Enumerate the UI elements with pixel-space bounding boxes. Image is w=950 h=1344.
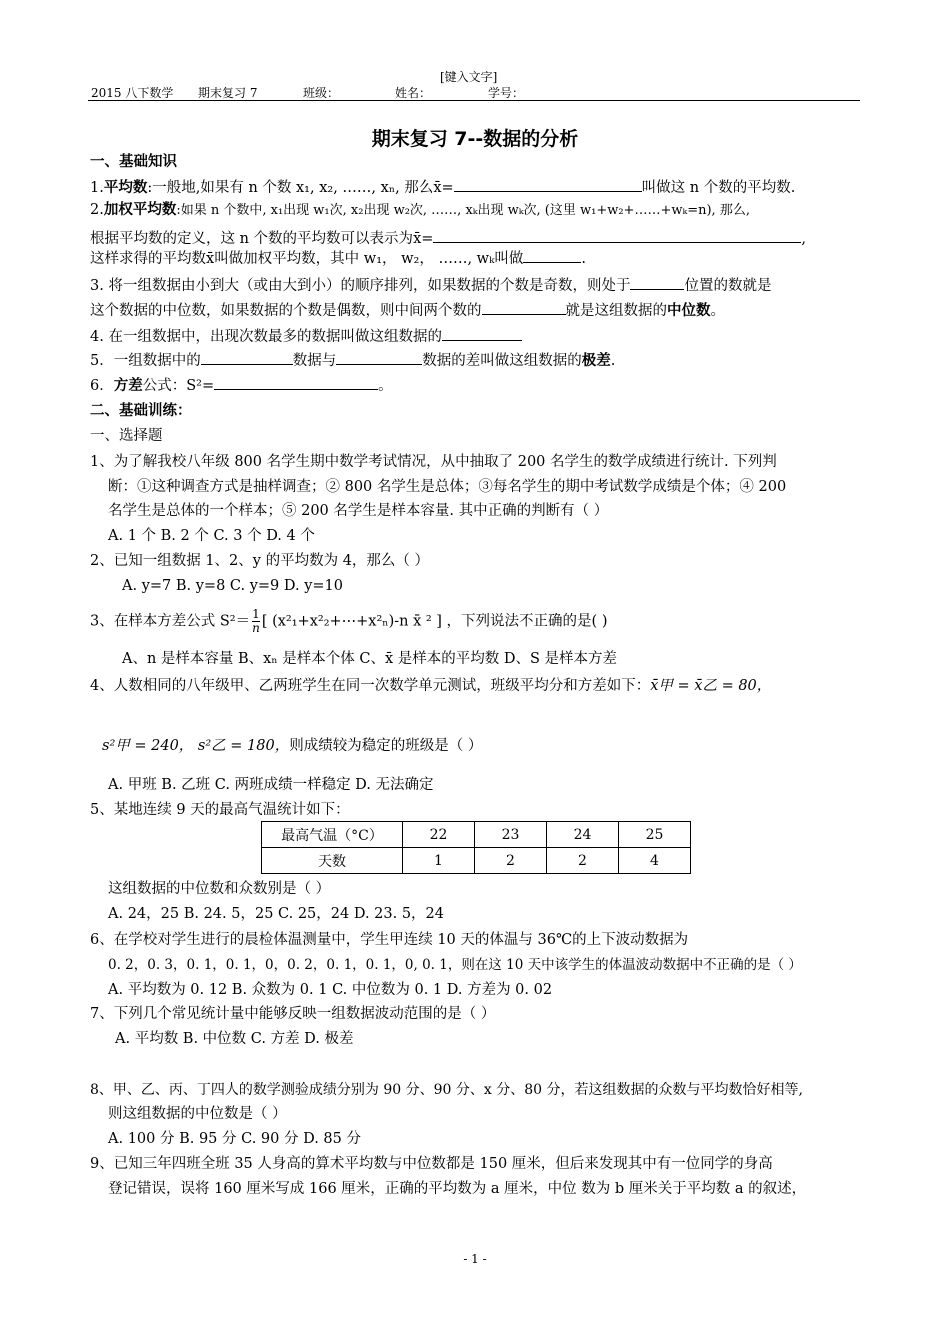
p1-line2: 断：①这种调查方式是抽样调查；② 800 名学生是总体；③每名学生的期中考试数学成绩是个体；④ 200 — [108, 479, 787, 495]
p2-line: 2、已知一组数据 1、2、y 的平均数为 4，那么（ ） — [90, 553, 430, 569]
p5-line: 5、某地连续 9 天的最高气温统计如下： — [90, 802, 350, 818]
table-row — [262, 848, 691, 874]
section1-heading: 一、基础知识 — [90, 154, 177, 170]
header-course: 2015 八下数学 — [91, 86, 174, 100]
table-header-cell: 最高气温（°C） — [262, 822, 403, 848]
p4-line2: s²甲 = 240， s²乙 = 180，则成绩较为稳定的班级是（ ） — [102, 738, 483, 754]
q1-line: 1.平均数:一般地,如果有 n 个数 x₁, x₂, ……, xₙ, 那么x̄= 叫做这 n 个数的平均数. — [90, 179, 796, 196]
q3-line1: 3. 将一组数据由小到大（或由大到小）的顺序排列，如果数据的个数是奇数，则处于 位置的数就是 — [90, 275, 860, 297]
header-name-label: 姓名： — [395, 86, 432, 100]
p9-line1: 9、已知三年四班全班 35 人身高的算术平均数与中位数都是 150 厘米，但后来发现其中有一位同学的身高 — [90, 1156, 773, 1172]
p4-options: A. 甲班 B. 乙班 C. 两班成绩一样稳定 D. 无法确定 — [108, 777, 434, 793]
q2-line1: 2.加权平均数:如果 n 个数中, x₁出现 w₁次, x₂出现 w₂次, ……, xₖ出现 wₖ次, (这里 w₁+w₂+……+wₖ=n), 那么, — [90, 201, 750, 218]
table-header-cell: 天数 — [262, 848, 403, 874]
q4-line: 4. 在一组数据中，出现次数最多的数据叫做这组数据的 — [90, 326, 860, 348]
section2-sub: 一、选择题 — [90, 428, 163, 444]
q3-line2: 这个数据的中位数，如果数据的个数是偶数，则中间两个数的 就是这组数据的中位数。 — [90, 302, 725, 319]
page-number: - 1 - — [463, 1252, 487, 1266]
p5-question: 这组数据的中位数和众数别是（ ） — [108, 881, 331, 897]
p8-line1: 8、甲、乙、丙、丁四人的数学测验成绩分别为 90 分、90 分、x 分、80 分，若这组数据的众数与平均数恰好相等, — [90, 1082, 803, 1098]
blank-q1[interactable] — [454, 177, 642, 192]
table-cell: 1 — [403, 848, 475, 874]
header-review: 期末复习 7 — [198, 86, 258, 100]
blank-q6-variance[interactable] — [214, 375, 378, 390]
p7-line: 7、下列几个常见统计量中能够反映一组数据波动范围的是（ ） — [90, 1006, 496, 1022]
header-id-label: 学号： — [488, 86, 525, 100]
section2-heading: 二、基础训练： — [90, 403, 192, 419]
blank-q3-position[interactable] — [630, 275, 684, 290]
p1-line3: 名学生是总体的一个样本；⑤ 200 名学生是样本容量. 其中正确的判断有（ ） — [108, 503, 609, 519]
p4-line1: 4、人数相同的八年级甲、乙两班学生在同一次数学单元测试，班级平均分和方差如下：x̄甲 = x̄乙 = 80， — [90, 678, 772, 694]
p8-line2: 则这组数据的中位数是（ ） — [108, 1106, 287, 1122]
p5-options: A. 24，25 B. 24. 5，25 C. 25，24 D. 23. 5，24 — [108, 906, 445, 922]
p1-line1: 1、为了解我校八年级 800 名学生期中数学考试情况，从中抽取了 200 名学生的数学成绩进行统计. 下列判 — [90, 454, 777, 470]
blank-q5-max[interactable] — [201, 350, 293, 365]
blank-q4-mode[interactable] — [442, 326, 522, 341]
p9-line2: 登记错误，误将 160 厘米写成 166 厘米，正确的平均数为 a 厘米，中位 数为 b 厘米关于平均数 a 的叙述， — [108, 1181, 807, 1197]
p3-fraction: $\frac{1}{n}$ — [252, 607, 260, 635]
blank-q3-middle[interactable] — [482, 300, 566, 315]
q5-line: 5．一组数据中的 数据与 数据的差叫做这组数据的极差. — [90, 352, 616, 369]
p3-line: 3、在样本方差公式 S²＝ $\frac{1}{n}$ [ (x²₁+x²₂+⋯+x²ₙ)-n x̄ ² ] ，下列说法不正确的是( ) — [90, 607, 608, 635]
p6-line2: 0. 2，0. 3，0. 1，0. 1，0，0. 2，0. 1，0. 1，0, 0. 1，则在这 10 天中该学生的体温波动数据中不正确的是（ ） — [108, 957, 802, 973]
table-cell: 25 — [619, 822, 691, 848]
blank-q2-formula[interactable] — [433, 228, 801, 243]
p6-options: A. 平均数为 0. 12 B. 众数为 0. 1 C. 中位数为 0. 1 D. 方差为 0. 02 — [108, 982, 553, 998]
q6-line: 6．方差公式：S²= 。 — [90, 377, 393, 394]
table-cell: 2 — [547, 848, 619, 874]
temperature-table — [261, 821, 691, 874]
p2-options: A. y=7 B. y=8 C. y=9 D. y=10 — [122, 578, 344, 594]
p8-options: A. 100 分 B. 95 分 C. 90 分 D. 85 分 — [108, 1131, 361, 1147]
header-class-label: 班级： — [303, 86, 340, 100]
table-cell: 24 — [547, 822, 619, 848]
q2-line3: 这样求得的平均数x̄叫做加权平均数，其中 w₁， w₂， ……, wₖ叫做 . — [90, 248, 860, 270]
p3-options: A、n 是样本容量 B、xₙ 是样本个体 C、x̄ 是样本的平均数 D、S 是样本方差 — [122, 651, 618, 667]
p6-line1: 6、在学校对学生进行的晨检体温测量中，学生甲连续 10 天的体温与 36℃的上下波动数据为 — [90, 932, 689, 948]
q2-line2: 根据平均数的定义，这 n 个数的平均数可以表示为x̄= , — [90, 228, 860, 250]
header-rule — [88, 100, 860, 101]
p1-options: A. 1 个 B. 2 个 C. 3 个 D. 4 个 — [108, 528, 315, 544]
table-row — [262, 822, 691, 848]
p7-options: A. 平均数 B. 中位数 C. 方差 D. 极差 — [115, 1031, 354, 1047]
table-cell: 22 — [403, 822, 475, 848]
blank-q2-weight[interactable] — [523, 248, 581, 263]
table-cell: 4 — [619, 848, 691, 874]
header-placeholder: [键入文字] — [440, 70, 498, 84]
table-cell: 23 — [475, 822, 547, 848]
blank-q5-min[interactable] — [336, 350, 422, 365]
table-cell: 2 — [475, 848, 547, 874]
page-title: 期末复习 7--数据的分析 — [371, 128, 579, 150]
